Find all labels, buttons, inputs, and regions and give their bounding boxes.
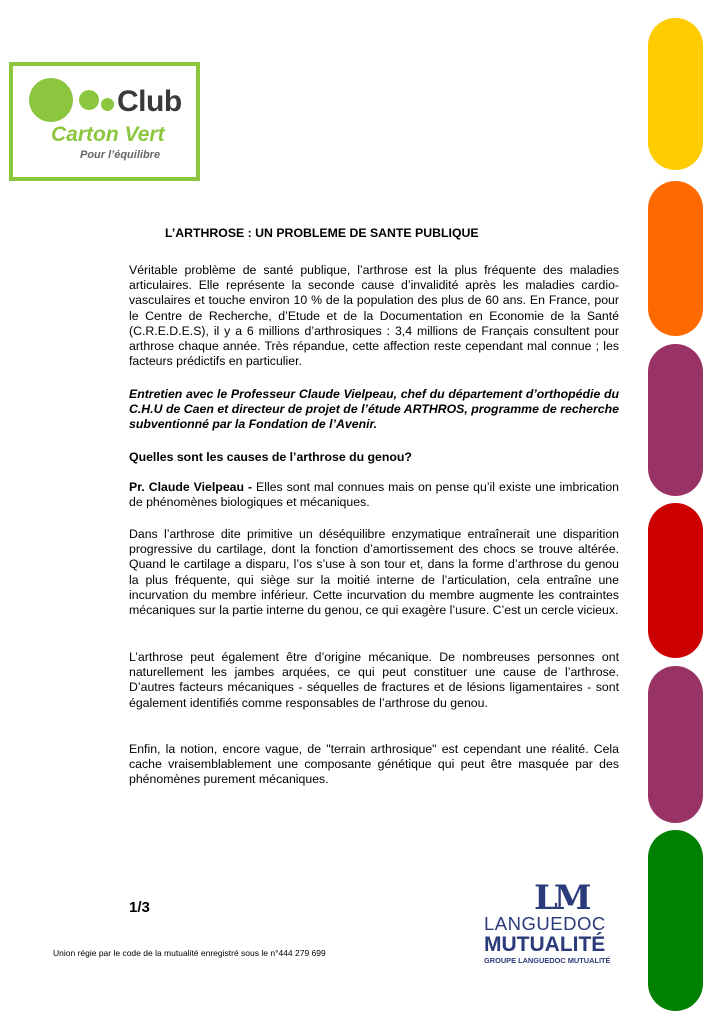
interview-text: Entretien avec le Professeur Claude Vielpeau, chef du département d’orthopédie du C.H.U de Caen et directeur de projet de l’étude ARTHROS, programme de recherche subventionné par la Fondation de l’Avenir.	[129, 387, 619, 432]
languedoc-mutualite-logo	[478, 878, 630, 971]
interview-paragraph	[129, 387, 619, 433]
question-paragraph	[129, 450, 619, 465]
answer-text	[129, 480, 619, 510]
paragraph-4-text: Enfin, la notion, encore vague, de "terrain arthrosique" est cependant une réalité. Cela cache vraisemblablement une composante génétique qui peut être masquée par des phénomènes purement mécaniques.	[129, 742, 619, 787]
paragraph-2	[129, 527, 619, 618]
answer-speaker: Pr. Claude Vielpeau -	[129, 480, 253, 494]
logo-club-text: Club	[117, 85, 182, 118]
intro-paragraph	[129, 263, 619, 369]
logo-dot-small	[101, 98, 114, 111]
lm-monogram: LM	[534, 878, 588, 918]
side-bar-purple	[648, 344, 703, 496]
intro-text: Véritable problème de santé publique, l’arthrose est la plus fréquente des maladies articulaires. Elle représente la seconde cause d’invalidité après les maladies cardio-vasculaires et touche environ 10 % de la population des plus de 60 ans. En France, pour le Centre de Recherche, d’Etude et de la Documentation en Economie de la Santé (C.R.E.D.E.S), il y a 6 millions d’arthrosiques : 3,4 millions de Français consultent pour arthrose chaque année. Très répandue, cette affection reste cependant mal connue ; les facteurs prédictifs en particulier.	[129, 263, 619, 369]
footer-text: Union régie par le code de la mutualité enregistré sous le n°444 279 699	[53, 948, 326, 958]
page-number: 1/3	[129, 899, 150, 916]
logo-tagline: Pour l’équilibre	[80, 149, 161, 161]
paragraph-2-text: Dans l’arthrose dite primitive un déséquilibre enzymatique entraînerait une disparition progressive du cartilage, dont la fonction d’amortissement des chocs se trouve altérée. Quand le cartilage a disparu, l’os s’use à son tour et, dans la forme d’arthrose du genou la plus fréquente, qui siège sur la moitié interne de l’articulation, cela entraîne une incurvation du membre inférieur. Cette incurvation du membre augmente les contraintes mécaniques sur la partie interne du genou, ce qui exagère l’usure. C’est un cercle vicieux.	[129, 527, 619, 618]
side-bar-yellow	[648, 18, 703, 170]
logo-dot-medium	[79, 90, 99, 110]
side-bar-orange	[648, 181, 703, 336]
question-text: Quelles sont les causes de l’arthrose du genou?	[129, 450, 412, 464]
side-bar-purple-2	[648, 666, 703, 823]
paragraph-4	[129, 742, 619, 788]
lm-line-mutualite: MUTUALITÉ	[484, 933, 606, 956]
answer-paragraph	[129, 480, 619, 510]
answer-body: Elles sont mal connues mais on pense qu’il existe une imbrication de phénomènes biologiques et mécaniques.	[129, 480, 620, 510]
logo-carton-vert-text: Carton Vert	[51, 123, 165, 146]
document-title: L’ARTHROSE : UN PROBLEME DE SANTE PUBLIQUE	[165, 226, 479, 240]
logo-dot-large	[29, 78, 73, 122]
side-bar-red	[648, 503, 703, 658]
club-carton-vert-logo	[9, 62, 200, 181]
paragraph-3	[129, 650, 619, 711]
lm-line-groupe: GROUPE LANGUEDOC MUTUALITÉ	[484, 956, 611, 965]
side-bar-green	[648, 830, 703, 1011]
lm-line-languedoc: LANGUEDOC	[484, 913, 606, 934]
paragraph-3-text: L’arthrose peut également être d’origine mécanique. De nombreuses personnes ont naturellement les jambes arquées, ce qui peut constituer une cause de l’arthrose. D’autres facteurs mécaniques - séquelles de fractures et de lésions ligamentaires - sont également identifiés comme responsables de l’arthrose du genou.	[129, 650, 619, 710]
